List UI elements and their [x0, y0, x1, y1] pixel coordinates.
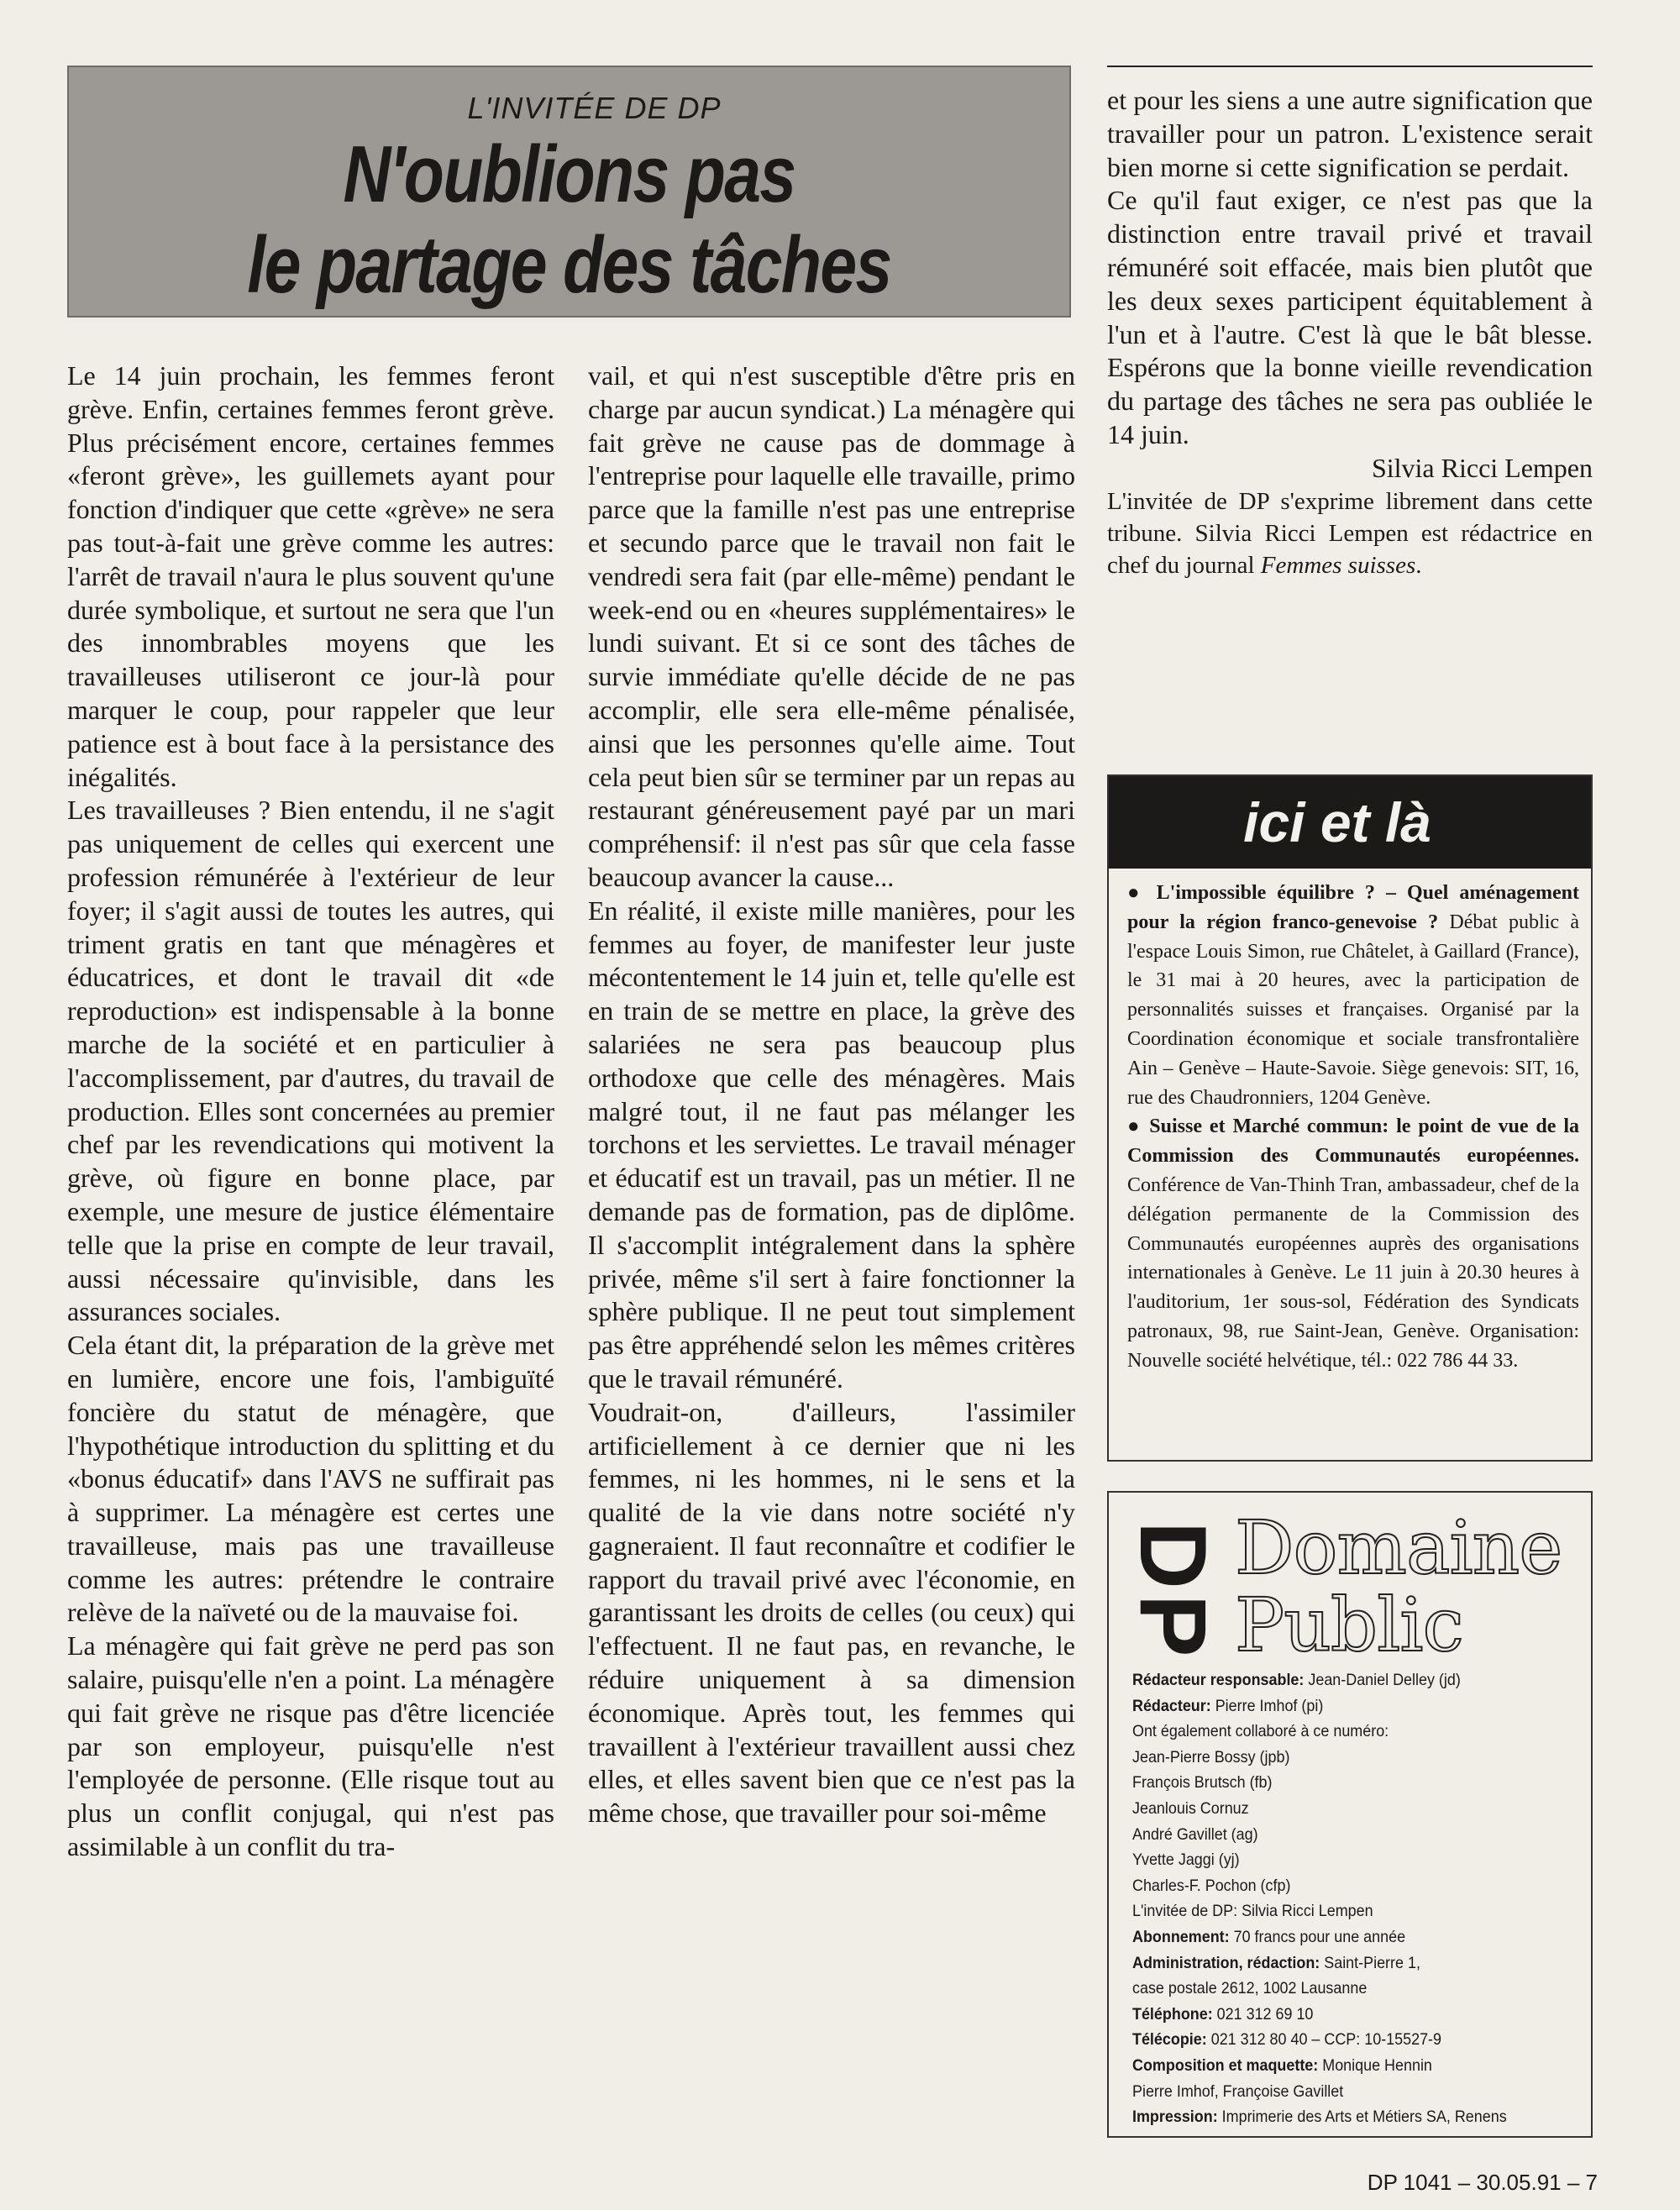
headline-line-2: le partage des tâches — [247, 220, 891, 310]
page-footer: DP 1041 – 30.05.91 – 7 — [1367, 2170, 1598, 2195]
credit-text: Ont également collaboré à ce numéro: — [1132, 1722, 1389, 1741]
credit-line — [1132, 1976, 1550, 2002]
paragraph: Cela étant dit, la préparation de la grève met en lumière, encore une fois, l'ambiguïté foncière du statut de ménagère, que l'hypothétique introduction du splitting et du «bonus éducatif» dans l'AVS ne suffirait pas à supprimer. La ménagère est certes une travailleuse, mais pas une travailleuse comme les autres: prétendre le contraire relève de la naïveté ou de la mauvaise foi. — [67, 1330, 554, 1628]
event-text: Conférence de Van-Thinh Tran, ambassadeur, chef de la délégation permanente de la Commission des Communautés européennes auprès des organisations internationales à Genève. Le 11 juin à 20.30 heures à l'auditorium, 1er sous-sol, Fédération des Syndicats patronaux, 98, rue Saint-Jean, Genève. Organisation: Nouvelle société helvétique, tél.: 022 786 44 33. — [1127, 1173, 1579, 1372]
masthead-box — [1107, 1491, 1593, 2138]
credit-line — [1132, 2027, 1550, 2053]
credit-line — [1132, 2104, 1550, 2130]
article-column-3 — [1107, 84, 1593, 581]
paragraph: Le 14 juin prochain, les femmes feront grève. Enfin, certaines femmes feront grève. Plus précisément encore, certaines femmes «feront grève», les guillemets ayant pour fonction d'indiquer que cette «grève» ne sera pas tout-à-fait une grève comme les autres: l'arrêt de travail n'aura le plus souvent qu'une durée symbolique, et surtout ne sera que l'un des innombrables moyens que les travailleuses utiliseront ce jour-là pour marquer le coup, pour rappeler que leur patience est à bout face à la persistance des inégalités. — [67, 360, 554, 792]
credit-line — [1132, 1770, 1550, 1796]
credit-text: Imprimerie des Arts et Métiers SA, Renens — [1217, 2108, 1507, 2127]
masthead-title-line-1: Domaine — [1235, 1504, 1562, 1591]
headline-line-1: N'oublions pas — [343, 129, 795, 219]
event-title: ● L'impossible équilibre ? – Quel aménagement pour la région franco-genevoise ? — [1127, 882, 1579, 933]
credit-line — [1132, 1667, 1550, 1693]
paragraph: et pour les siens a une autre signification que travailler pour un patron. L'existence serait bien morne si cette signification se perdait. — [1107, 85, 1593, 182]
column-rule — [1107, 66, 1593, 67]
credit-line — [1132, 2079, 1550, 2105]
paragraph: Les travailleuses ? Bien entendu, il ne s'agit pas uniquement de celles qui exercent une profession rémunérée à l'extérieur de leur foyer; il s'agit aussi de toutes les autres, qui triment gratis en tant que ménagères et éducatrices, et dont le travail dit «de reproduction» est indispensable à la bonne marche de la société et en particulier à l'accomplissement, par d'autres, du travail de production. Elles sont concernées au premier chef par les revendications qui motivent la grève, où figure en bonne place, par exemple, une mesure de justice élémentaire telle que la prise en compte de leur travail, aussi nécessaire qu'invisible, dans les assurances sociales. — [67, 795, 554, 1327]
credit-label: Rédacteur: — [1132, 1696, 1211, 1715]
article-column-1 — [67, 360, 554, 1864]
dp-logo-letters: DP — [1121, 1521, 1226, 1662]
kicker: L'INVITÉE DE DP — [467, 91, 722, 125]
credit-line — [1132, 2053, 1550, 2079]
credit-line — [1132, 1693, 1550, 1719]
journal-name: Femmes suisses — [1260, 551, 1416, 579]
credit-text: 70 francs pour une année — [1229, 1927, 1406, 1946]
credit-label: Abonnement: — [1132, 1927, 1230, 1946]
credits-list — [1132, 1667, 1550, 2130]
headline — [159, 129, 979, 311]
paragraph: Ce qu'il faut exiger, ce n'est pas que la distinction entre travail privé et travail rémunéré soit effacée, mais bien plutôt que les deux sexes participent équitablement à l'un et à l'autre. C'est là que le bât blesse. Espérons que la bonne vieille revendication du partage des tâches ne sera pas oubliée le 14 juin. — [1107, 185, 1593, 449]
paragraph: vail, et qui n'est susceptible d'être pris en charge par aucun syndicat.) La ménagère qui fait grève ne cause pas de dommage à l'entreprise pour laquelle elle travaille, primo parce que la famille n'est pas une entreprise et secundo parce que le travail non fait le vendredi sera fait (par elle-même) pendant le week-end ou en «heures supplémentaires» le lundi suivant. Et si ce sont des tâches de survie immédiate qu'elle décide de ne pas accomplir, elle sera elle-même pénalisée, ainsi que les personnes qu'elle aime. Tout cela peut bien sûr se terminer par un repas au restaurant généreusement payé par un mari compréhensif: il n'est pas sûr que cela fasse beaucoup avancer la cause... — [588, 360, 1075, 892]
credit-line — [1132, 1924, 1550, 1950]
credit-text: Pierre Imhof (pi) — [1210, 1696, 1324, 1715]
guest-note-text: L'invitée de DP s'exprime librement dans cette tribune. Silvia Ricci Lempen est rédactrice en chef du journal — [1107, 487, 1593, 579]
credit-label: Rédacteur responsable: — [1132, 1671, 1305, 1689]
masthead-title-line-2: Public — [1235, 1582, 1463, 1668]
credit-text: André Gavillet (ag) — [1132, 1824, 1258, 1844]
event-text: Débat public à l'espace Louis Simon, rue Châtelet, à Gaillard (France), le 31 mai à 20 heures, avec la participation de personnalités suisses et françaises. Organisé par la Coordination économique et sociale transfrontalière Ain – Genève – Haute-Savoie. Siège genevois: SIT, 16, rue des Chaudronniers, 1204 Genève. — [1127, 911, 1579, 1109]
masthead-title — [1235, 1504, 1579, 1668]
credit-line — [1132, 1847, 1550, 1873]
credit-line — [1132, 1898, 1550, 1924]
paragraph: Voudrait-on, d'ailleurs, l'assimiler artificiellement à ce dernier que ni les femmes, ni les hommes, ni le sens et la qualité de la vie dans notre société n'y gagneraient. Il faut reconnaître et codifier le rapport du travail privé avec l'économie, en garantissant les droits de celles (ou ceux) qui l'effectuent. Il ne faut pas, en revanche, le réduire uniquement à sa dimension économique. Après tout, les femmes qui travaillent à l'extérieur travaillent aussi chez elles, et elles savent bien que ce n'est pas la même chose, que travailler pour soi-même — [588, 1396, 1075, 1829]
credit-line — [1132, 1719, 1550, 1745]
credit-line — [1132, 1873, 1550, 1899]
guest-note-end: . — [1415, 551, 1422, 579]
ici-et-la-box — [1107, 774, 1593, 1462]
credit-text: François Brutsch (fb) — [1132, 1773, 1273, 1793]
credit-text: Charles-F. Pochon (cfp) — [1132, 1876, 1291, 1895]
headline-banner — [67, 66, 1071, 318]
credit-label: Composition et maquette: — [1132, 2055, 1319, 2075]
credit-text: Jean-Daniel Delley (jd) — [1304, 1671, 1461, 1689]
paragraph: La ménagère qui fait grève ne perd pas son salaire, puisqu'elle n'en a point. La ménagère qui fait grève ne risque pas d'être licenciée par son employeur, puisqu'elle n'est l'employée de personne. (Elle risque tout au plus un conflit conjugal, qui n'est pas assimilable à un conflit du tra- — [67, 1630, 554, 1862]
credit-line — [1132, 1950, 1550, 1976]
guest-note — [1107, 486, 1593, 581]
credit-line — [1132, 1822, 1550, 1848]
article-column-2 — [588, 360, 1075, 1830]
ici-et-la-title: ici et là — [1109, 776, 1591, 869]
credit-label: Administration, rédaction: — [1132, 1953, 1320, 1972]
credit-line — [1132, 1745, 1550, 1771]
credit-text: Monique Hennin — [1318, 2055, 1432, 2075]
credit-text: Saint-Pierre 1, — [1320, 1953, 1420, 1972]
credit-text: 021 312 80 40 – CCP: 10-15527-9 — [1206, 2030, 1442, 2050]
credit-text: Jean-Pierre Bossy (jpb) — [1132, 1747, 1290, 1766]
credit-text: case postale 2612, 1002 Lausanne — [1132, 1979, 1368, 1998]
credit-line — [1132, 1796, 1550, 1822]
credit-text: Yvette Jaggi (yj) — [1132, 1850, 1240, 1870]
credit-text: L'invitée de DP: Silvia Ricci Lempen — [1132, 1902, 1373, 1921]
event-item — [1127, 879, 1579, 1112]
credit-text: 021 312 69 10 — [1212, 2004, 1314, 2024]
ici-et-la-body — [1109, 869, 1591, 1384]
credit-label: Impression: — [1132, 2108, 1218, 2127]
paragraph: En réalité, il existe mille manières, pour les femmes au foyer, de manifester leur juste mécontentement le 14 juin et, telle qu'elle est en train de se mettre en place, la grève des salariées ne sera pas beaucoup plus orthodoxe que celle des ménagères. Mais malgré tout, il ne faut pas mélanger les torchons et les serviettes. Le travail ménager et éducatif est un travail, pas un métier. Il ne demande pas de formation, pas de diplôme. Il s'accomplit intégralement dans la sphère privée, même s'il sert à faire fonctionner la sphère publique. Il ne peut tout simplement pas être appréhendé selon les mêmes critères que le travail rémunéré. — [588, 895, 1075, 1394]
event-item — [1127, 1112, 1579, 1375]
author-signature: Silvia Ricci Lempen — [1371, 452, 1593, 483]
credit-line — [1132, 2002, 1550, 2028]
event-title: ● Suisse et Marché commun: le point de vue de la Commission des Communautés européennes. — [1127, 1115, 1579, 1168]
credit-text: Jeanlouis Cornuz — [1132, 1798, 1249, 1818]
credit-text: Pierre Imhof, Françoise Gavillet — [1132, 2081, 1344, 2101]
credit-label: Téléphone: — [1132, 2004, 1213, 2024]
credit-label: Télécopie: — [1132, 2030, 1207, 2050]
